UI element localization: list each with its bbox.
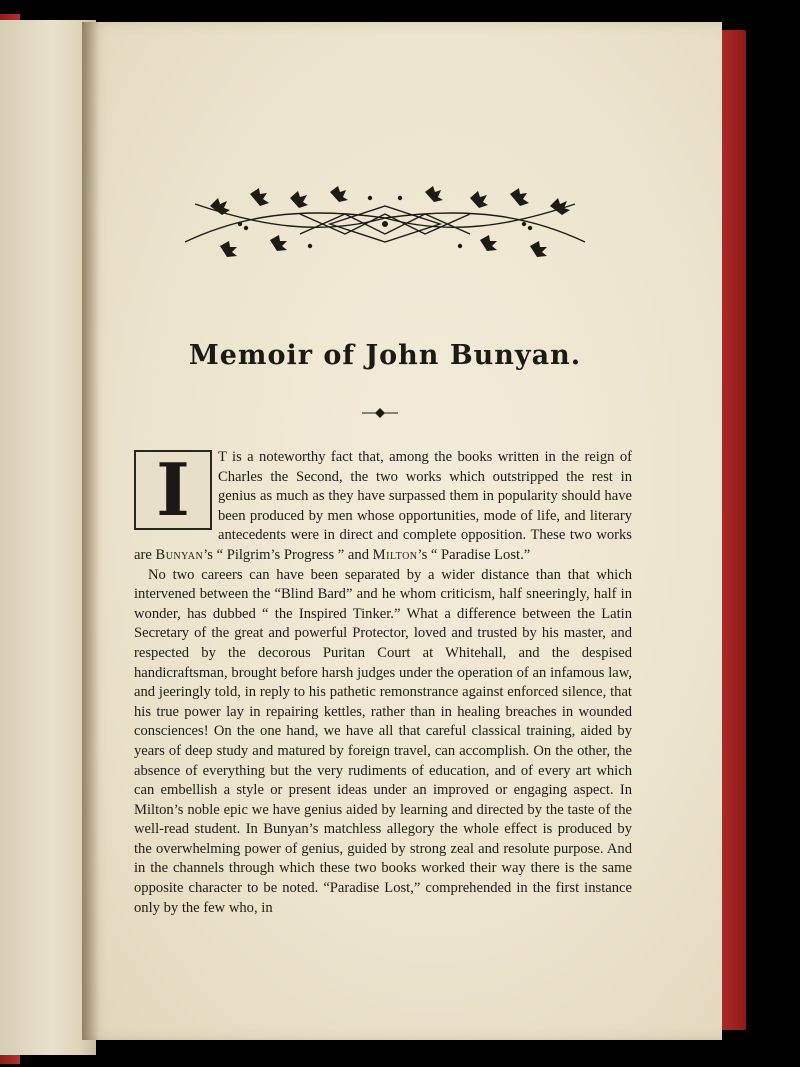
page-gutter-shadow — [82, 22, 100, 1040]
page-title: Memoir of John Bunyan. — [188, 340, 582, 371]
divider-ornament-icon — [360, 407, 400, 419]
paragraph-2: No two careers can have been separated by a wider distance than that which intervened between the “Blind Bard” and he whom criticism, half sneeringly, half in wonder, has dubbed “ the Inspired Tinker.” What a difference between the Latin Secretary of the great and powerful Protector, loved and trusted by his master, and respected by the decorous Puritan Court at Whitehall, and the despised handicraftsman, brought before harsh judges under the operation of an infamous law, and jeeringly told, in reply to his pathetic remonstrance against enforced silence, that his true power lay in repairing kettles, rather than in healing breaches in wounded consciences! On the one hand, we have all that careful classical training, aided by years of deep study and matured by foreign travel, can accomplish. On the other, the absence of everything but the very rudiments of education, and of every art which can embellish a style or present ideas under an improved or engaging aspect. In Milton’s noble epic we have genius aided by learning and directed by the taste of the well-read student. In Bunyan’s matchless allegory the whole effect is produced by the overwhelming power of genius, guided by strong zeal and resolute purpose. And in the channels through which these two books worked their way there is the same opposite character to be noted. “Paradise Lost,” comprehended in the first instance only by the few who, in — [134, 566, 632, 916]
drop-cap-initial — [134, 447, 212, 532]
drop-cap-letter: I — [156, 447, 190, 532]
holly-ornament-icon — [180, 176, 590, 260]
body-text — [134, 448, 632, 918]
author-milton: Milton — [372, 546, 418, 563]
paragraph-1-mid: ’s “ Pilgrim’s Progress ” and — [203, 546, 373, 563]
paragraph-1 — [134, 448, 632, 566]
author-bunyan: Bunyan — [155, 546, 204, 563]
paragraph-1-tail: ’s “ Paradise Lost.” — [417, 546, 531, 563]
paragraph-1-lead: T is a noteworthy fact that, among the books written in the reign of Charles the Second, the two works which outstripped the rest in genius as much as they have surpassed them in popularity should have been produced by men whose opportunities, mode of life, and literary antecedents were in direct and complete opposition. These two works are — [134, 449, 632, 563]
